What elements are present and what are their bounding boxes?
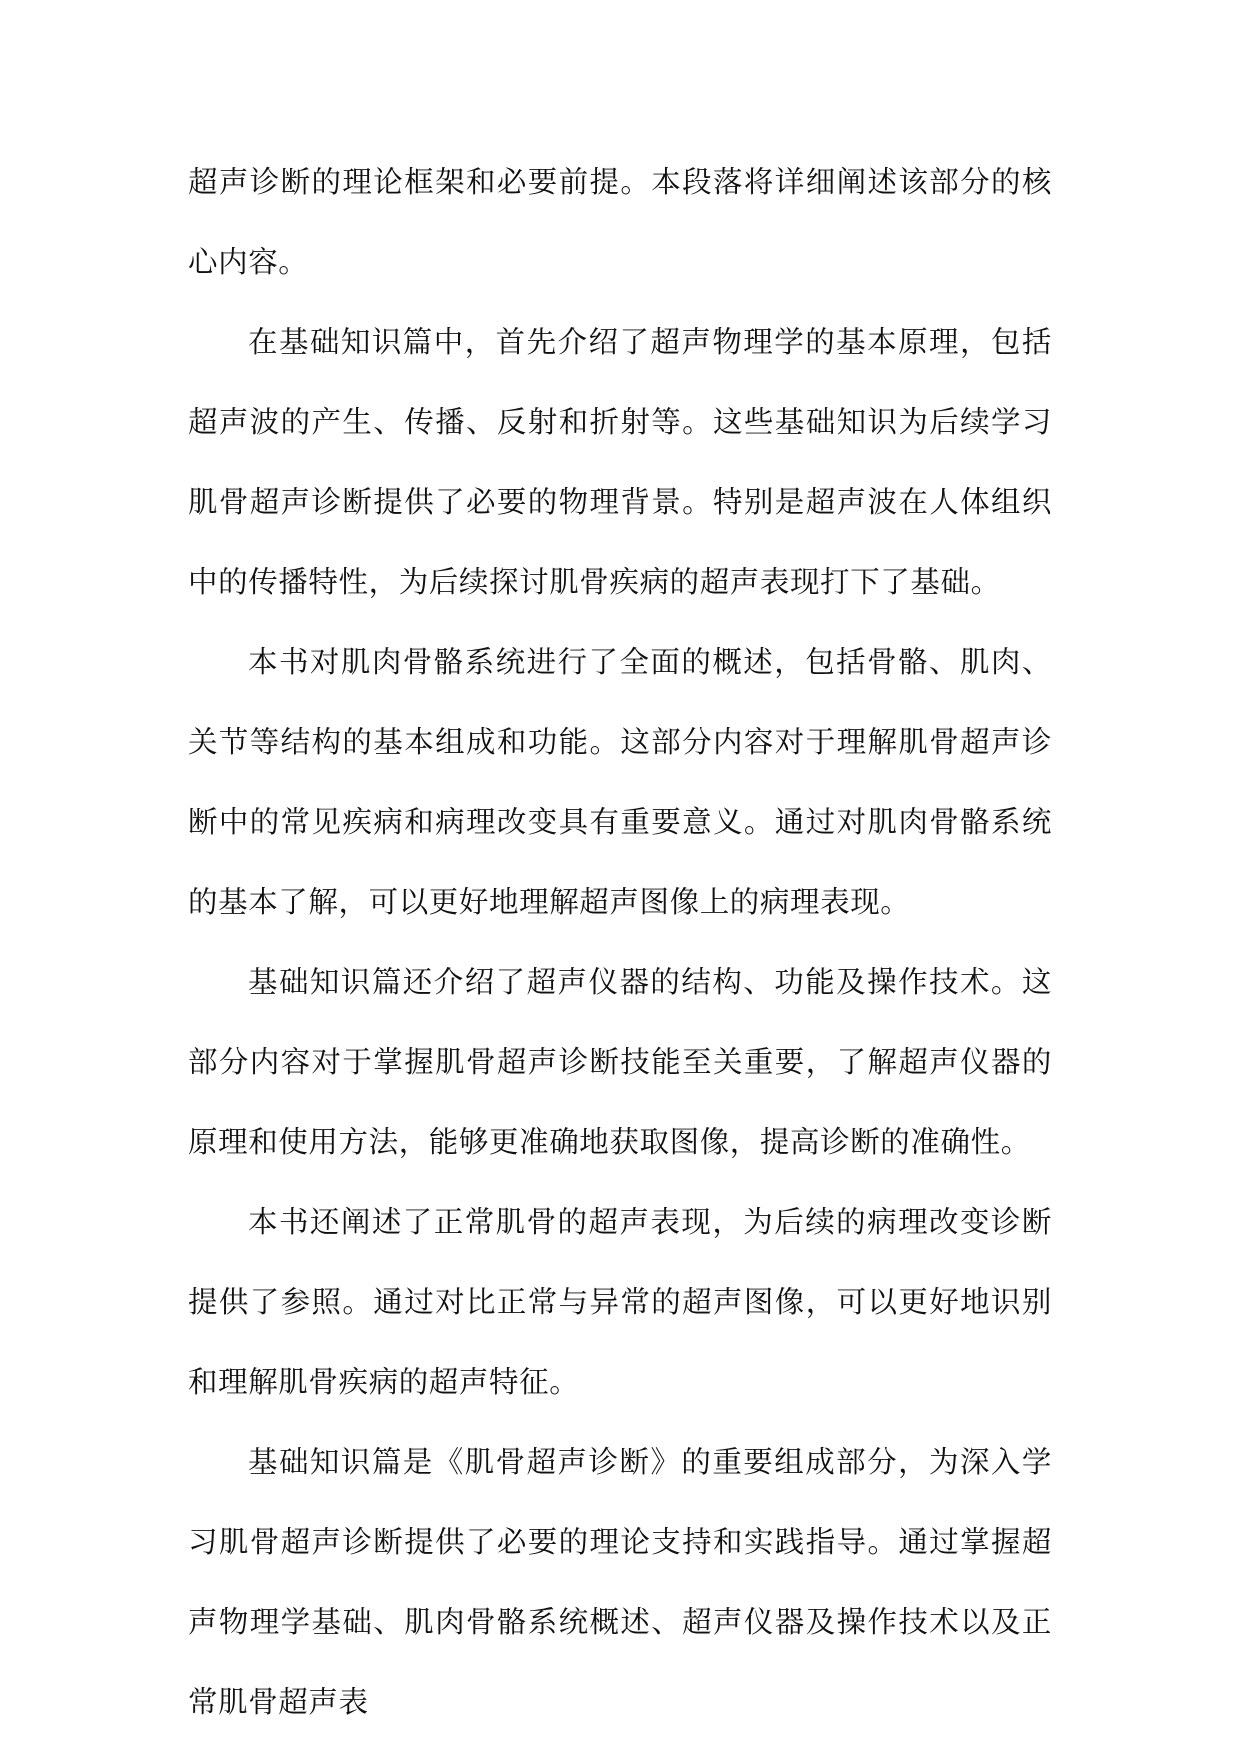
body-text (188, 142, 1052, 1742)
paragraph: 本书对肌肉骨骼系统进行了全面的概述，包括骨骼、肌肉、关节等结构的基本组成和功能。这部分内容对于理解肌骨超声诊断中的常见疾病和病理改变具有重要意义。通过对肌肉骨骼系统的基本了解，可以更好地理解超声图像上的病理表现。 (188, 645, 1052, 919)
paragraph: 本书还阐述了正常肌骨的超声表现，为后续的病理改变诊断提供了参照。通过对比正常与异常的超声图像，可以更好地识别和理解肌骨疾病的超声特征。 (188, 1205, 1052, 1399)
paragraph-continuation: 超声诊断的理论框架和必要前提。本段落将详细阐述该部分的核心内容。 (188, 165, 1052, 279)
paragraph: 在基础知识篇中，首先介绍了超声物理学的基本原理，包括超声波的产生、传播、反射和折射等。这些基础知识为后续学习肌骨超声诊断提供了必要的物理背景。特别是超声波在人体组织中的传播特性，为后续探讨肌骨疾病的超声表现打下了基础。 (188, 325, 1052, 599)
paragraph: 基础知识篇还介绍了超声仪器的结构、功能及操作技术。这部分内容对于掌握肌骨超声诊断技能至关重要，了解超声仪器的原理和使用方法，能够更准确地获取图像，提高诊断的准确性。 (188, 965, 1052, 1159)
paragraph: 基础知识篇是《肌骨超声诊断》的重要组成部分，为深入学习肌骨超声诊断提供了必要的理论支持和实践指导。通过掌握超声物理学基础、肌肉骨骼系统概述、超声仪器及操作技术以及正常肌骨超声表 (188, 1445, 1052, 1719)
